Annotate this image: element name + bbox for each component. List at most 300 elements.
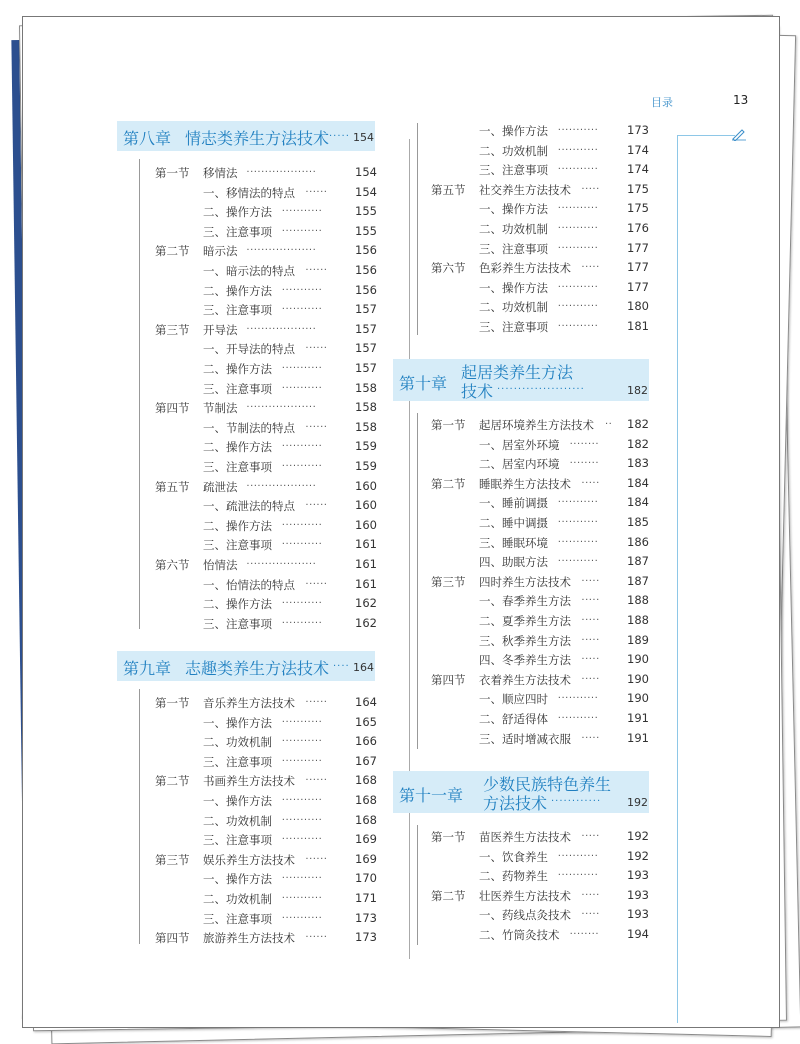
subsection-title: 一、开导法的特点 — [203, 342, 295, 357]
toc-subsection-row[interactable] — [155, 734, 377, 752]
section-title: 暗示法 — [203, 244, 238, 259]
toc-subsection-row[interactable] — [431, 221, 649, 239]
section-number: 第三节 — [431, 574, 466, 589]
leader-dots: ··········· — [281, 225, 323, 237]
page-ref: 192 — [627, 848, 649, 863]
section-title: 起居环境养生方法技术 — [479, 418, 594, 432]
toc-page — [22, 16, 780, 1028]
page-ref: 188 — [627, 593, 649, 608]
toc-subsection-row[interactable] — [431, 319, 649, 337]
page-ref: 188 — [627, 613, 649, 627]
leader-dots: ······ — [305, 186, 328, 198]
section-title: 壮医养生方法技术 — [479, 888, 571, 903]
leader-dots: ········ — [569, 929, 600, 940]
page-ref: 173 — [355, 910, 377, 925]
leader-dots: ······ — [305, 265, 328, 276]
toc-subsection-row[interactable] — [431, 162, 649, 180]
toc-section-row[interactable] — [431, 260, 649, 278]
toc-subsection-row[interactable] — [431, 515, 649, 533]
leader-dots: ··········· — [281, 304, 323, 316]
toc-subsection-row[interactable] — [155, 616, 377, 634]
page-ref: 184 — [627, 475, 649, 490]
toc-section-row[interactable] — [431, 574, 649, 592]
section-number: 第一节 — [431, 418, 466, 432]
page-number: 13 — [733, 93, 749, 107]
page-ref: 186 — [627, 534, 649, 549]
leader-dots: ··········· — [281, 363, 323, 374]
leader-dots: ····· — [581, 183, 600, 195]
subsection-title: 二、夏季养生方法 — [479, 614, 571, 628]
leader-dots: ··········· — [557, 497, 599, 509]
leader-dots: ··········· — [281, 716, 323, 728]
section-number: 第三节 — [155, 322, 190, 337]
leader-dots: ··········· — [281, 461, 323, 472]
section-title: 疏泄法 — [203, 479, 238, 494]
toc-section-row[interactable] — [155, 165, 377, 183]
subsection-title: 二、操作方法 — [203, 283, 272, 298]
subsection-title: 二、功效机制 — [203, 735, 272, 750]
toc-section-row[interactable] — [155, 695, 377, 713]
toc-subsection-row[interactable] — [155, 341, 377, 359]
toc-subsection-row[interactable] — [431, 241, 649, 259]
page-ref: 177 — [627, 260, 649, 275]
subsection-title: 三、适时增减衣服 — [479, 731, 571, 746]
subsection-title: 一、操作方法 — [203, 872, 272, 887]
page-ref: 184 — [627, 495, 649, 510]
page-ref: 193 — [627, 907, 649, 922]
chapter-page: 192 — [627, 796, 648, 809]
page-ref: 156 — [355, 243, 377, 258]
leader-dots: ··········· — [557, 321, 599, 332]
leader-dots: ··········· — [557, 870, 599, 882]
page-ref: 165 — [355, 714, 377, 729]
chapter-number: 第十章 — [399, 374, 448, 393]
leader-dots: ············ — [551, 796, 602, 807]
subsection-title: 三、注意事项 — [203, 303, 272, 318]
toc-subsection-row[interactable] — [155, 715, 377, 733]
chapter-title-line1: 起居类养生方法 — [461, 363, 574, 382]
section-title: 四时养生方法技术 — [479, 574, 571, 589]
page-ref: 159 — [355, 439, 377, 454]
chapter-heading-10[interactable] — [393, 359, 649, 401]
page-ref: 173 — [627, 123, 649, 137]
leader-dots: ····· — [329, 131, 350, 142]
page-ref: 159 — [355, 459, 377, 473]
page-ref: 182 — [627, 436, 649, 451]
section-number: 第四节 — [155, 931, 190, 946]
chapter-title-line2: 方法技术 — [483, 794, 548, 813]
toc-section-row[interactable] — [431, 888, 649, 906]
section-title: 开导法 — [203, 322, 238, 337]
subsection-title: 一、怡情法的特点 — [203, 577, 295, 592]
subsection-title: 二、功效机制 — [203, 813, 272, 828]
leader-dots: ··········· — [281, 912, 323, 924]
subsection-title: 三、注意事项 — [203, 381, 272, 396]
subsection-title: 二、操作方法 — [203, 597, 272, 612]
page-ref: 177 — [627, 279, 649, 294]
leader-dots: ········ — [569, 458, 600, 470]
margin-rule-top — [677, 135, 735, 136]
page-ref: 176 — [627, 221, 649, 235]
page-ref: 190 — [627, 671, 649, 686]
leader-dots: ······ — [305, 500, 328, 512]
toc-subsection-row[interactable] — [431, 593, 649, 611]
page-ref: 189 — [627, 632, 649, 647]
toc-subsection-row[interactable] — [155, 537, 377, 555]
page-ref: 193 — [627, 887, 649, 902]
section-number: 第五节 — [155, 479, 190, 494]
subsection-title: 三、注意事项 — [203, 833, 272, 848]
page-ref: 173 — [355, 930, 377, 945]
subsection-title: 三、注意事项 — [479, 163, 548, 178]
leader-dots: ··········· — [281, 873, 323, 885]
subsection-title: 一、饮食养生 — [479, 849, 548, 864]
leader-dots: ··········· — [281, 598, 323, 610]
subsection-title: 一、操作方法 — [203, 794, 272, 808]
toc-subsection-row[interactable] — [431, 495, 649, 513]
leader-dots: ··········· — [557, 517, 599, 528]
running-header: 目录 — [651, 96, 673, 109]
leader-dots: ··················· — [246, 245, 317, 257]
subsection-title: 三、注意事项 — [203, 616, 272, 631]
page-ref: 162 — [355, 596, 377, 611]
page-ref: 157 — [355, 302, 377, 317]
section-title: 怡情法 — [203, 558, 238, 572]
toc-section-row[interactable] — [431, 672, 649, 690]
leader-dots: ····· — [581, 889, 600, 901]
toc-section-row[interactable] — [431, 182, 649, 200]
page-ref: 175 — [627, 201, 649, 216]
page-ref: 192 — [627, 829, 649, 843]
page-ref: 183 — [627, 456, 649, 471]
leader-dots: ··········· — [281, 834, 323, 846]
toc-section-row[interactable] — [155, 557, 377, 575]
leader-dots: ··········· — [557, 164, 599, 176]
page-ref: 170 — [355, 871, 377, 886]
section-number: 第二节 — [155, 244, 190, 259]
subsection-title: 二、竹筒灸技术 — [479, 928, 560, 942]
section-title: 节制法 — [203, 401, 238, 416]
subsection-title: 二、操作方法 — [203, 362, 272, 376]
subsection-title: 一、居室外环境 — [479, 437, 560, 452]
page-ref: 166 — [355, 734, 377, 749]
subsection-title: 二、操作方法 — [203, 518, 272, 533]
leader-dots: ··········· — [281, 539, 323, 551]
page-ref: 185 — [627, 515, 649, 529]
section-title: 衣着养生方法技术 — [479, 672, 571, 687]
subsection-title: 三、秋季养生方法 — [479, 633, 571, 648]
page-ref: 168 — [355, 773, 377, 788]
leader-dots: ··········· — [557, 203, 599, 215]
toc-subsection-row[interactable] — [155, 518, 377, 536]
page-ref: 156 — [355, 282, 377, 297]
subsection-title: 三、注意事项 — [203, 754, 272, 769]
section-title: 睡眠养生方法技术 — [479, 476, 571, 491]
margin-rule — [677, 135, 678, 1023]
subsection-title: 二、居室内环境 — [479, 457, 560, 472]
toc-subsection-row[interactable] — [155, 224, 377, 242]
subsection-title: 二、操作方法 — [203, 205, 272, 220]
section-number: 第五节 — [431, 182, 466, 197]
toc-subsection-row[interactable] — [431, 143, 649, 161]
subsection-title: 一、春季养生方法 — [479, 594, 571, 609]
page-ref: 191 — [627, 711, 649, 725]
chapter-number: 第十一章 — [399, 786, 464, 805]
leader-dots: ··········· — [557, 693, 599, 705]
subsection-title: 二、睡中调摄 — [479, 516, 548, 530]
toc-subsection-row[interactable] — [431, 907, 649, 925]
leader-dots: ····· — [581, 477, 600, 489]
page-ref: 161 — [355, 576, 377, 591]
leader-dots: ····· — [581, 575, 600, 587]
chapter-title-line1: 少数民族特色养生 — [483, 775, 612, 794]
toc-subsection-row[interactable] — [431, 927, 649, 945]
section-number: 第二节 — [431, 888, 466, 903]
toc-section-row[interactable] — [431, 829, 649, 847]
chapter-page: 164 — [353, 661, 374, 674]
subsection-title: 三、注意事项 — [479, 320, 548, 334]
subsection-title: 二、舒适得体 — [479, 712, 548, 726]
page-ref: 194 — [627, 927, 649, 941]
page-ref: 171 — [355, 891, 377, 905]
page-ref: 191 — [627, 730, 649, 745]
toc-subsection-row[interactable] — [431, 437, 649, 455]
leader-dots: ··················· — [246, 480, 317, 492]
toc-subsection-row[interactable] — [155, 459, 377, 477]
toc-subsection-row[interactable] — [155, 204, 377, 222]
toc-subsection-row[interactable] — [155, 420, 377, 438]
page-ref: 187 — [627, 573, 649, 588]
leader-dots: ······ — [305, 578, 328, 590]
leader-dots: ··········· — [557, 713, 599, 724]
leader-dots: ··········· — [557, 850, 599, 862]
leader-dots: ······ — [305, 932, 328, 944]
toc-subsection-row[interactable] — [155, 832, 377, 850]
page-ref: 157 — [355, 361, 377, 375]
toc-section-row[interactable] — [155, 400, 377, 418]
page-ref: 164 — [355, 695, 377, 709]
toc-subsection-row[interactable] — [431, 849, 649, 867]
toc-section-row[interactable] — [155, 243, 377, 261]
section-number: 第六节 — [431, 261, 466, 276]
page-ref: 181 — [627, 319, 649, 333]
section-number: 第四节 — [431, 672, 466, 687]
leader-dots: ····· — [581, 595, 600, 607]
subsection-title: 三、注意事项 — [203, 224, 272, 239]
section-bracket — [417, 413, 418, 749]
section-bracket — [417, 825, 418, 945]
subsection-title: 二、功效机制 — [479, 300, 548, 315]
page-ref: 154 — [355, 165, 377, 179]
page-ref: 190 — [627, 652, 649, 667]
toc-subsection-row[interactable] — [431, 201, 649, 219]
leader-dots: ····· — [581, 732, 600, 744]
subsection-title: 三、注意事项 — [203, 460, 272, 474]
leader-dots: ··········· — [281, 795, 323, 806]
toc-section-row[interactable] — [431, 476, 649, 494]
toc-subsection-row[interactable] — [155, 577, 377, 595]
page-ref: 168 — [355, 812, 377, 827]
toc-section-row[interactable] — [155, 322, 377, 340]
toc-subsection-row[interactable] — [431, 123, 649, 141]
chapter-heading-9[interactable] — [117, 651, 375, 681]
section-number: 第二节 — [155, 774, 190, 789]
toc-subsection-row[interactable] — [431, 613, 649, 631]
page-ref: 169 — [355, 832, 377, 847]
page-ref: 154 — [355, 184, 377, 199]
toc-subsection-row[interactable] — [155, 361, 377, 379]
toc-subsection-row[interactable] — [155, 793, 377, 811]
leader-dots: ··········· — [281, 206, 323, 218]
subsection-title: 一、药线点灸技术 — [479, 908, 571, 923]
leader-dots: ··········· — [281, 382, 323, 394]
toc-subsection-row[interactable] — [431, 731, 649, 749]
subsection-title: 一、暗示法的特点 — [203, 264, 295, 278]
leader-dots: ··········· — [281, 284, 323, 296]
page-ref: 161 — [355, 557, 377, 571]
page-ref: 167 — [355, 753, 377, 768]
section-title: 移情法 — [203, 166, 238, 180]
leader-dots: ····················· — [497, 384, 585, 395]
subsection-title: 二、功效机制 — [203, 892, 272, 906]
toc-subsection-row[interactable] — [431, 691, 649, 709]
toc-subsection-row[interactable] — [431, 652, 649, 670]
toc-subsection-row[interactable] — [155, 911, 377, 929]
page-ref: 161 — [355, 537, 377, 552]
leader-dots: ··················· — [246, 559, 317, 570]
section-title: 社交养生方法技术 — [479, 182, 571, 197]
page-ref: 193 — [627, 868, 649, 883]
toc-subsection-row[interactable] — [431, 554, 649, 572]
leader-dots: ········ — [569, 438, 600, 450]
toc-subsection-row[interactable] — [155, 185, 377, 203]
page-ref: 182 — [627, 417, 649, 431]
toc-subsection-row[interactable] — [155, 754, 377, 772]
chapter-page: 154 — [353, 131, 374, 144]
leader-dots: ··········· — [281, 814, 323, 826]
leader-dots: ··········· — [557, 125, 599, 136]
subsection-title: 三、注意事项 — [479, 241, 548, 256]
page-ref: 190 — [627, 691, 649, 706]
column-divider — [409, 139, 410, 959]
toc-subsection-row[interactable] — [431, 633, 649, 651]
section-number: 第三节 — [155, 852, 190, 867]
leader-dots: ····· — [581, 654, 600, 666]
subsection-title: 一、操作方法 — [203, 715, 272, 730]
toc-subsection-row[interactable] — [431, 299, 649, 317]
leader-dots: ··········· — [281, 736, 323, 748]
toc-subsection-row[interactable] — [155, 439, 377, 457]
subsection-title: 三、注意事项 — [203, 911, 272, 926]
section-bracket — [139, 689, 140, 944]
section-number: 第二节 — [431, 476, 466, 491]
toc-subsection-row[interactable] — [155, 302, 377, 320]
leader-dots: ··········· — [281, 755, 323, 767]
chapter-title-line2: 技术 — [461, 382, 494, 401]
toc-subsection-row[interactable] — [431, 535, 649, 553]
subsection-title: 二、功效机制 — [479, 222, 548, 236]
toc-subsection-row[interactable] — [431, 711, 649, 729]
toc-subsection-row[interactable] — [155, 596, 377, 614]
toc-section-row[interactable] — [155, 479, 377, 497]
toc-subsection-row[interactable] — [155, 891, 377, 909]
leader-dots: ··········· — [557, 223, 599, 234]
section-number: 第六节 — [155, 558, 190, 572]
chapter-number: 第八章 — [123, 129, 172, 148]
section-title: 娱乐养生方法技术 — [203, 852, 295, 867]
page-ref: 168 — [355, 793, 377, 807]
subsection-title: 一、操作方法 — [479, 280, 548, 295]
chapter-heading-8[interactable] — [117, 121, 375, 151]
chapter-page: 182 — [627, 384, 648, 397]
toc-subsection-row[interactable] — [431, 868, 649, 886]
toc-subsection-row[interactable] — [431, 280, 649, 298]
leader-dots: ··········· — [557, 281, 599, 293]
subsection-title: 一、顺应四时 — [479, 692, 548, 707]
toc-subsection-row[interactable] — [431, 456, 649, 474]
page-ref: 158 — [355, 419, 377, 434]
subsection-title: 四、冬季养生方法 — [479, 653, 571, 668]
page-ref: 158 — [355, 400, 377, 415]
toc-subsection-row[interactable] — [155, 813, 377, 831]
page-ref: 157 — [355, 341, 377, 356]
leader-dots: ··········· — [557, 536, 599, 548]
leader-dots: ··········· — [281, 617, 323, 629]
chapter-heading-11[interactable] — [393, 771, 649, 813]
pen-icon — [731, 127, 747, 141]
leader-dots: ··········· — [557, 144, 599, 156]
leader-dots: ··················· — [246, 167, 317, 178]
leader-dots: ······ — [305, 343, 328, 355]
leader-dots: ··········· — [557, 242, 599, 254]
section-title: 音乐养生方法技术 — [203, 696, 295, 710]
toc-subsection-row[interactable] — [155, 263, 377, 281]
leader-dots: ····· — [581, 615, 600, 626]
toc-section-row[interactable] — [155, 852, 377, 870]
page-ref: 187 — [627, 554, 649, 569]
leader-dots: ···· — [333, 661, 350, 672]
toc-section-row[interactable] — [155, 930, 377, 948]
leader-dots: ····· — [581, 262, 600, 274]
page-ref: 155 — [355, 204, 377, 219]
subsection-title: 一、操作方法 — [479, 202, 548, 217]
leader-dots: ··········· — [281, 441, 323, 453]
section-title: 旅游养生方法技术 — [203, 931, 295, 946]
leader-dots: ··········· — [281, 893, 323, 904]
page-ref: 174 — [627, 162, 649, 177]
page-ref: 177 — [627, 240, 649, 255]
page-ref: 169 — [355, 851, 377, 866]
chapter-title: 情志类养生方法技术 — [185, 129, 330, 148]
leader-dots: ······ — [305, 697, 328, 708]
page-ref: 162 — [355, 615, 377, 630]
subsection-title: 二、药物养生 — [479, 869, 548, 884]
toc-section-row[interactable] — [155, 773, 377, 791]
leader-dots: ··················· — [246, 323, 317, 335]
leader-dots: ····· — [581, 831, 600, 842]
toc-subsection-row[interactable] — [155, 283, 377, 301]
chapter-title: 志趣类养生方法技术 — [185, 659, 330, 678]
toc-section-row[interactable] — [431, 417, 649, 435]
subsection-title: 一、移情法的特点 — [203, 185, 295, 200]
leader-dots: ····· — [581, 634, 600, 646]
page-ref: 160 — [355, 478, 377, 493]
toc-subsection-row[interactable] — [155, 498, 377, 516]
toc-subsection-row[interactable] — [155, 871, 377, 889]
section-bracket — [417, 123, 418, 335]
toc-subsection-row[interactable] — [155, 381, 377, 399]
leader-dots: ··········· — [557, 301, 599, 313]
